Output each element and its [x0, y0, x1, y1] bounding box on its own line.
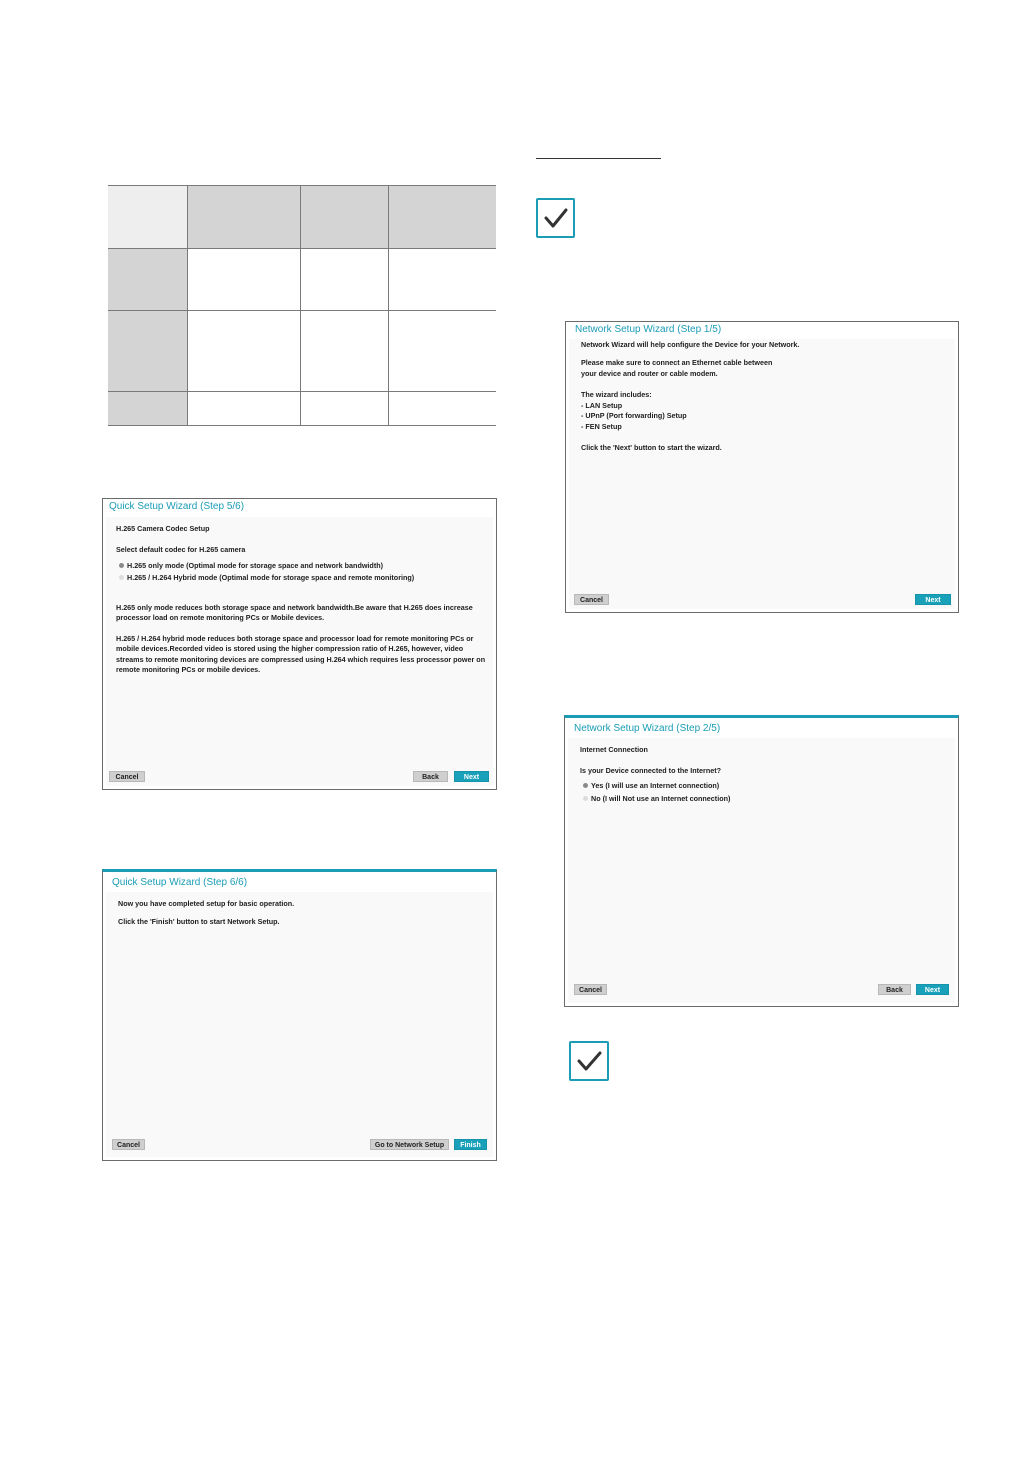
table-cell — [187, 249, 300, 310]
table-row — [108, 311, 496, 392]
wizard-title: Network Setup Wizard (Step 2/5) — [574, 723, 721, 734]
table-row-header — [108, 311, 187, 391]
next-button[interactable]: Next — [454, 771, 489, 782]
table-cell — [388, 249, 496, 310]
wizard-heading: H.265 Camera Codec Setup — [116, 524, 210, 533]
next-button[interactable]: Next — [916, 984, 949, 995]
radio-selected-icon — [583, 783, 588, 788]
checkmark-note-icon — [569, 1041, 609, 1081]
checkmark-note-icon — [536, 198, 575, 238]
finish-button[interactable]: Finish — [454, 1139, 487, 1150]
wizard-title: Network Setup Wizard (Step 1/5) — [575, 324, 722, 335]
wizard-paragraph: H.265 / H.264 hybrid mode reduces both storage space and processor load for remote monitoring PCs or mobile devices.Recorded video is stored using the higher compression ratio of H.265, however, video streams to remote monitoring devices are compressed using H.264 which requires less processor power on remote monitoring PCs or mobile devices. — [116, 634, 486, 675]
wizard-title: Quick Setup Wizard (Step 6/6) — [112, 877, 248, 888]
wizard-text: The wizard includes: — [581, 390, 652, 399]
checkmark-note-icon-glyph — [571, 1043, 607, 1079]
wizard-text: your device and router or cable modem. — [581, 369, 718, 378]
table-cell — [300, 311, 388, 391]
wizard-text: Please make sure to connect an Ethernet cable between — [581, 358, 773, 367]
table-header-cell — [388, 186, 496, 248]
wizard-text: Click the 'Finish' button to start Network Setup. — [118, 917, 280, 926]
table-cell — [187, 392, 300, 425]
table-row — [108, 249, 496, 311]
wizard-list-item: - FEN Setup — [581, 422, 622, 431]
wizard-prompt: Select default codec for H.265 camera — [116, 545, 246, 554]
network-setup-step2-window — [564, 715, 959, 1007]
table-cell — [388, 392, 496, 425]
wizard-body — [568, 738, 955, 1003]
go-to-network-setup-button[interactable]: Go to Network Setup — [370, 1139, 449, 1150]
radio-option-h265-only[interactable]: H.265 only mode (Optimal mode for storage space and network bandwidth) — [119, 561, 383, 571]
wizard-title: Quick Setup Wizard (Step 5/6) — [109, 501, 245, 512]
radio-unselected-icon — [583, 796, 588, 801]
wizard-prompt: Is your Device connected to the Internet? — [580, 766, 721, 775]
back-button[interactable]: Back — [878, 984, 911, 995]
wizard-text: Network Wizard will help configure the Device for your Network. — [581, 340, 800, 349]
table-cell — [300, 249, 388, 310]
table-corner-cell — [108, 186, 187, 248]
cancel-button[interactable]: Cancel — [109, 771, 145, 782]
next-button[interactable]: Next — [915, 594, 951, 605]
wizard-list-item: - LAN Setup — [581, 401, 623, 410]
wizard-paragraph: H.265 only mode reduces both storage space and network bandwidth.Be aware that H.265 does increase processor load on remote monitoring PCs or Mobile devices. — [116, 603, 473, 623]
wizard-text: Now you have completed setup for basic operation. — [118, 899, 295, 908]
table-header-cell — [187, 186, 300, 248]
table-header-row — [108, 186, 496, 249]
wizard-list-item: - UPnP (Port forwarding) Setup — [581, 411, 687, 420]
spec-table — [108, 185, 496, 427]
table-row-header — [108, 249, 187, 310]
wizard-text: Click the 'Next' button to start the wizard. — [581, 443, 722, 452]
cancel-button[interactable]: Cancel — [574, 984, 607, 995]
wizard-heading: Internet Connection — [580, 745, 648, 754]
cancel-button[interactable]: Cancel — [112, 1139, 145, 1150]
table-cell — [187, 311, 300, 391]
cancel-button[interactable]: Cancel — [574, 594, 609, 605]
wizard-body — [569, 339, 955, 609]
table-row-header — [108, 392, 187, 425]
network-setup-step1-window — [565, 321, 959, 613]
radio-selected-icon — [119, 563, 124, 568]
radio-unselected-icon — [119, 575, 124, 580]
table-header-cell — [300, 186, 388, 248]
table-cell — [388, 311, 496, 391]
table-row — [108, 392, 496, 426]
quick-setup-step5-window — [102, 498, 497, 790]
quick-setup-step6-window — [102, 869, 497, 1161]
radio-option-hybrid[interactable]: H.265 / H.264 Hybrid mode (Optimal mode for storage space and remote monitoring) — [119, 573, 414, 583]
back-button[interactable]: Back — [413, 771, 448, 782]
wizard-body — [106, 892, 493, 1157]
radio-option-yes[interactable]: Yes (I will use an Internet connection) — [583, 781, 719, 791]
radio-option-no[interactable]: No (I will Not use an Internet connection) — [583, 794, 730, 804]
checkmark-note-icon-glyph — [538, 200, 573, 236]
section-underline — [536, 158, 661, 159]
table-cell — [300, 392, 388, 425]
